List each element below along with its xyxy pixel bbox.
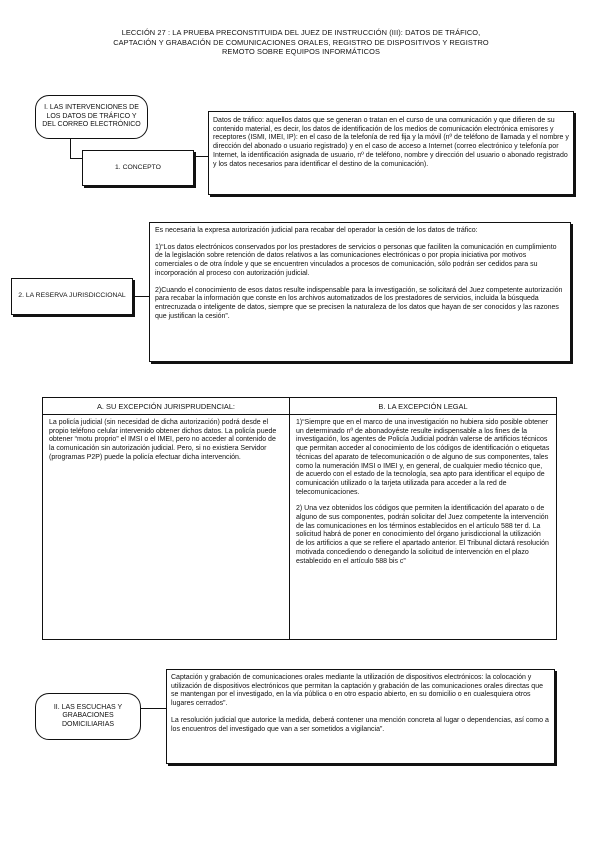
connector-line <box>141 708 166 709</box>
connector-line <box>70 139 71 158</box>
col-a-text: La policía judicial (sin necesidad de dicha autorización) podrá desde el propio teléfono celular intervenido obtener dichos datos. La policía puede obtener “motu proprio” el IMSI o el IMEI, pero no acceder al contenido de la comunicación sin autorización judicial. Pero, si no existiera Servidor (programas P2P) puede la policía efectuar dicha intervención. <box>49 419 277 461</box>
title-line-3: REMOTO SOBRE EQUIPOS INFORMÁTICOS <box>222 47 380 57</box>
reserva-paragraph-2: 2)Cuando el conocimiento de esos datos resulte indispensable para la investigación, se solicitará del Juez competente autorización para recabar la información que conste en los archivos automatizados de los prestadores de servicios, incluida la búsqueda entrecruzada o inteligente de datos, siempre que se precisen la naturaleza de los datos que hayan de ser conocidos y las razones que justifican la cesión”. <box>155 286 563 320</box>
concept-text-box <box>208 111 574 195</box>
concept-label-box <box>82 150 194 186</box>
connector-line <box>193 156 208 157</box>
connector-line <box>133 296 149 297</box>
exceptions-table <box>42 397 557 640</box>
section-2-text-box <box>166 669 555 764</box>
col-b-paragraph-2: 2) Una vez obtenidos los códigos que permiten la identificación del aparato o de alguno de sus componentes, podrán solicitar del Juez competente la intervención de las comunicaciones en los términos establecidos en el artículo 588 ter d. La solicitud habrá de poner en conocimiento del órgano jurisdiccional la utilización de los artificios a que se refiere el apartado anterior. El Tribunal dictará resolución motivada concediendo o denegando la solicitud de intervención en el plazo establecido en el artículo 588 bis c” <box>296 505 549 565</box>
col-b-cell <box>290 415 556 639</box>
reserva-label: 2. LA RESERVA JURISDICCIONAL <box>18 292 126 300</box>
section-2-heading-text: II. LAS ESCUCHAS Y GRABACIONES DOMICILIARIAS <box>53 703 123 728</box>
page-title <box>60 28 542 57</box>
section-2-heading <box>35 693 141 740</box>
section-1-heading <box>35 95 148 139</box>
title-line-1: LECCIÓN 27 : LA PRUEBA PRECONSTITUIDA DEL JUEZ DE INSTRUCCIÓN (III): DATOS DE TRÁFICO, <box>121 28 481 37</box>
concept-text: Datos de tráfico: aquellos datos que se generan o tratan en el curso de una comunicación y que difieren de su contenido material, es decir, los datos de identificación de los medios de comunicación electrónica emisores y receptores (ISMI, IMEI, IP): en el caso de la telefonía de red fija y la móvil (nº de teléfono de llamada y el nombre y dirección del abonado o usuario registrado) y en el caso de acceso a Internet (correo electrónico y telefonía por Internet, la identificación asignada de usuario, nº de teléfono, nombre y dirección del usuario o abonado registrado y los datos necesarios para identificar el destino de la comunicación). <box>213 117 569 168</box>
reserva-intro: Es necesaria la expresa autorización judicial para recabar del operador la cesión de los datos de tráfico: <box>155 227 478 234</box>
reserva-label-box <box>11 278 133 315</box>
col-a-cell <box>43 415 289 639</box>
col-b-paragraph-1: 1)“Siempre que en el marco de una investigación no hubiera sido posible obtener un determinado nº de abonadoyéste resulte indispensable a los fines de la investigación, los agentes de Policía Judicial podrán valerse de artificios técnicos que permitan acceder al conocimiento de los códigos de identificación o etiquetas técnicas del aparato de telecomunicación o de alguno de sus componentes, tales como la numeración IMSI o IMEI y, en general, de cualquier medio técnico que, de acuerdo con el estado de la tecnología, sea apto para identificar el equipo de comunicación utilizado o la tarjeta utilizada para acceder a la red de telecomunicaciones. <box>296 419 550 496</box>
section-1-heading-text: I. LAS INTERVENCIONES DE LOS DATOS DE TRÁFICO Y DEL CORREO ELECTRÓNICO <box>42 104 141 129</box>
title-line-2: CAPTACIÓN Y GRABACIÓN DE COMUNICACIONES ORALES, REGISTRO DE DISPOSITIVOS Y REGISTRO <box>113 37 489 47</box>
reserva-text-box <box>149 222 571 362</box>
col-b-header: B. LA EXCEPCIÓN LEGAL <box>290 398 556 415</box>
section-2-paragraph-2: La resolución judicial que autorice la medida, deberá contener una mención concreta al lugar o dependencias, así como a los encuentros del investigado que van a ser sometidos a vigilancia”. <box>171 716 549 733</box>
col-a-header: A. SU EXCEPCIÓN JURISPRUDENCIAL: <box>43 398 289 415</box>
concept-label: 1. CONCEPTO <box>115 163 161 171</box>
section-2-paragraph-1: Captación y grabación de comunicaciones orales mediante la utilización de dispositivos electrónicos: la colocación y utilización de dispositivos electrónicos que permitan la captación y grabación de las comunicaciones orales directas que se mantengan por el investigado, en la vía pública o en otro espacio abierto, en su domicilio o en cualesquiera otros lugares cerrados”. <box>171 674 543 708</box>
reserva-paragraph-1: 1)“Los datos electrónicos conservados por los prestadores de servicios o personas que faciliten la comunicación en cumplimiento de la legislación sobre retención de datos relativos a las comunicaciones electrónicas o por propia iniciativa por motivos comerciales o de otra índole y que se encuentren vinculados a procesos de comunicación, sólo podrán ser cedidos para su incorporación al proceso con autorización judicial. <box>155 243 557 277</box>
